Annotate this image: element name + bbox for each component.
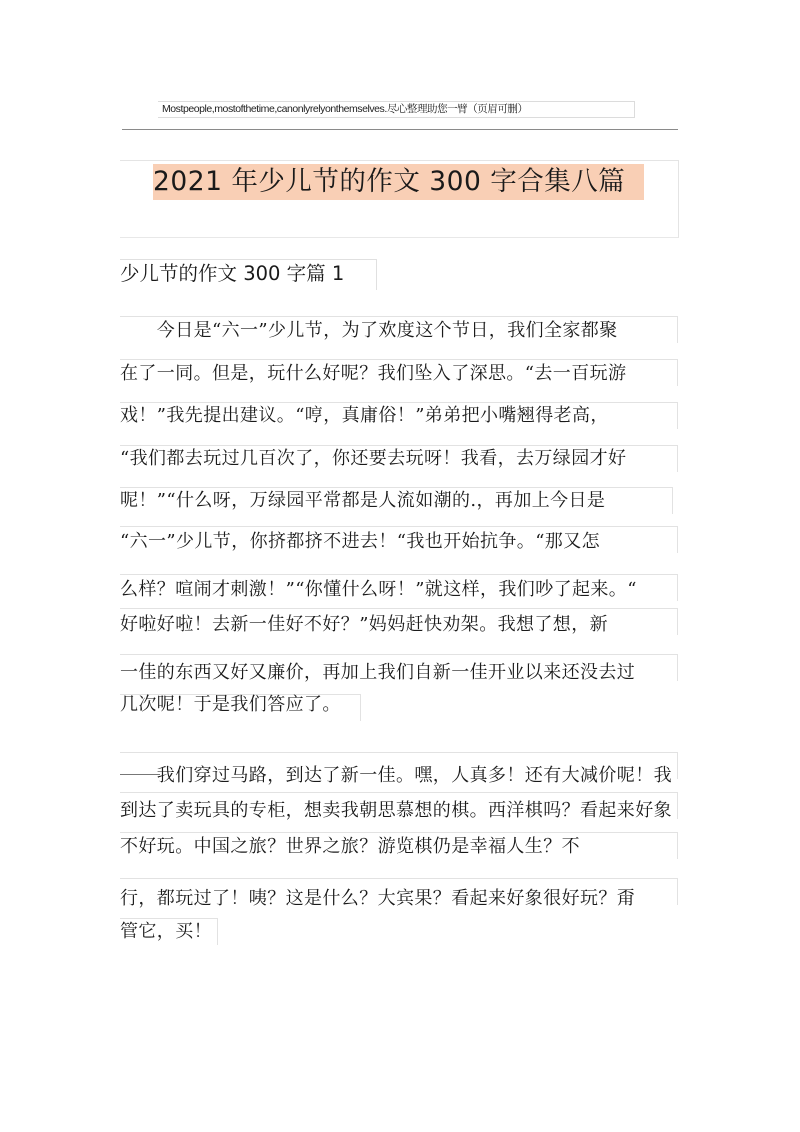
section-heading: 少儿节的作文 300 字篇 1 [120,262,345,285]
paragraph-line: 戏！”我先提出建议。“哼，真庸俗！”弟弟把小嘴翘得老高， [120,405,609,426]
page-header: Mostpeople,mostofthetime,canonlyrelyonthemselves.尽心整理助您一臂（页眉可删） [162,103,528,115]
document-title: 2021 年少儿节的作文 300 字合集八篇 [153,166,626,197]
paragraph-line: 到达了卖玩具的专柜，想卖我朝思慕想的棋。西洋棋吗？看起来好象 [120,800,672,821]
paragraph-line: 今日是“六一”少儿节，为了欢度这个节日，我们全家都聚 [120,320,618,341]
paragraph-line: 几次呢！于是我们答应了。 [120,694,341,715]
paragraph-line: 我们穿过马路，到达了新一佳。嘿，人真多！还有大减价呢！我 [120,765,672,786]
paragraph-line: 不好玩。中国之旅？世界之旅？游览棋仍是幸福人生？不 [120,836,580,857]
paragraph-line: “我们都去玩过几百次了，你还要去玩呀！我看，去万绿园才好 [120,448,627,469]
paragraph-line: 行，都玩过了！咦？这是什么？大宾果？看起来好象很好玩？甭 [120,888,636,909]
paragraph-line: 好啦好啦！去新一佳好不好？”妈妈赶快劝架。我想了想，新 [120,614,608,635]
paragraph-line: 呢！”“什么呀，万绿园平常都是人流如潮的.，再加上今日是 [120,490,606,511]
paragraph-line: 么样？喧闹才刺激！”“你懂什么呀！”就这样，我们吵了起来。“ [120,579,637,600]
paragraph-line: “六一”少儿节，你挤都挤不进去！“我也开始抗争。“那又怎 [120,531,601,552]
paragraph-line: 一佳的东西又好又廉价，再加上我们自新一佳开业以来还没去过 [120,662,636,683]
header-rule [122,129,678,130]
paragraph-line: 管它，买！ [120,921,212,942]
paragraph-line: 在了一同。但是，玩什么好呢？我们坠入了深思。“去一百玩游 [120,363,627,384]
